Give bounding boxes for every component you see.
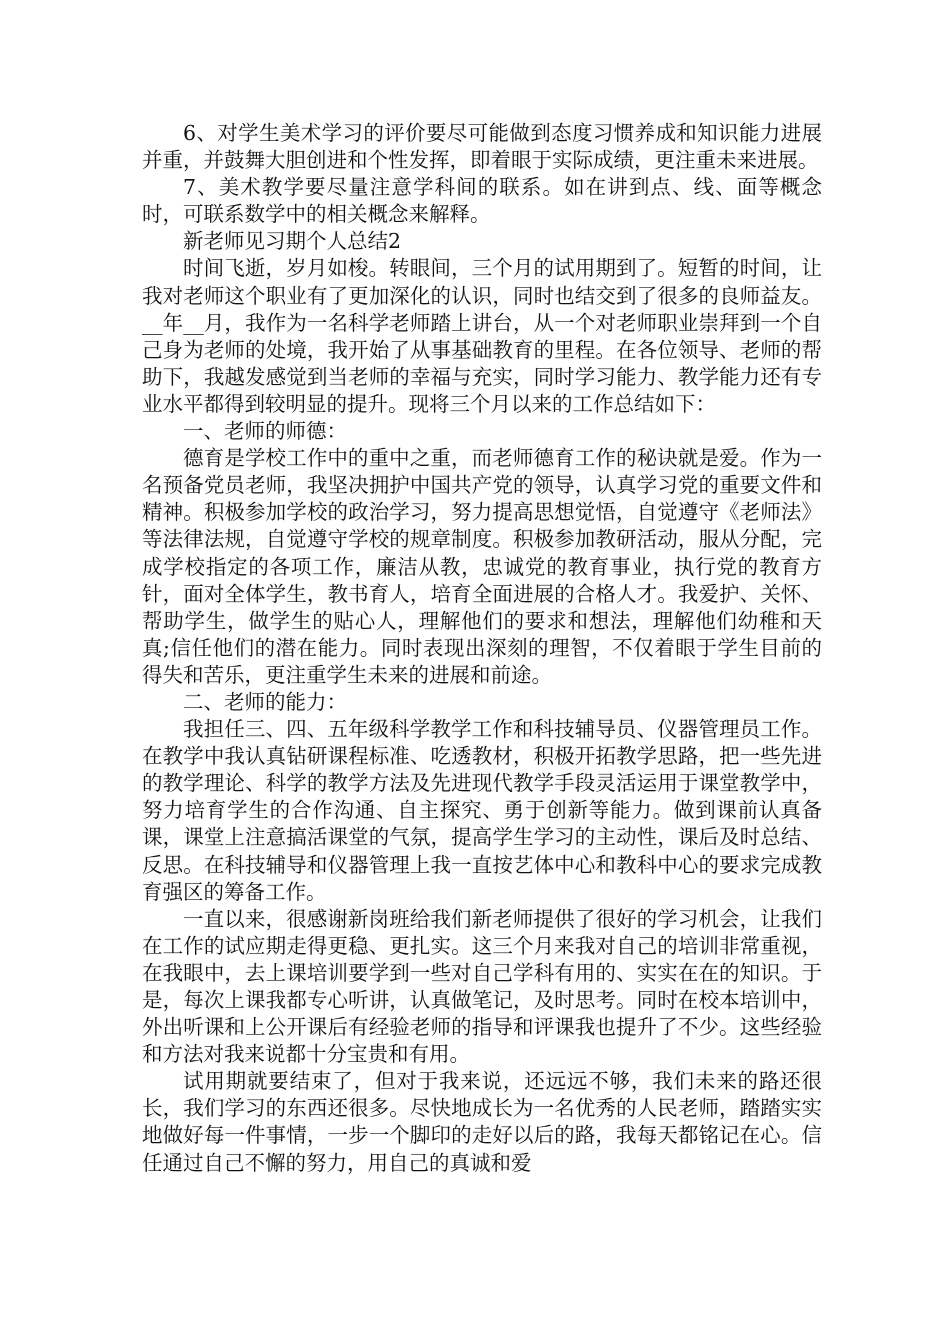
paragraph-art-evaluation: 6、对学生美术学习的评价要尽可能做到态度习惯养成和知识能力进展并重，并鼓舞大胆创进和个性发挥，即着眼于实际成绩，更注重未来进展。 xyxy=(142,121,822,173)
heading-teacher-ability: 二、老师的能力： xyxy=(183,689,347,714)
document-page xyxy=(142,120,822,1177)
section-title: 新老师见习期个人总结2 xyxy=(183,229,402,254)
paragraph-teaching-work: 我担任三、四、五年级科学教学工作和科技辅导员、仪器管理员工作。在教学中我认真钻研课程标准、吃透教材，积极开拓教学思路，把一些先进的教学理论、科学的教学方法及先进现代教学手段灵活运用于课堂教学中，努力培育学生的合作沟通、自主探究、勇于创新等能力。做到课前认真备课，课堂上注意搞活课堂的气氛，提高学生学习的主动性，课后及时总结、反思。在科技辅导和仪器管理上我一直按艺体中心和教科中心的要求完成教育强区的筹备工作。 xyxy=(142,717,822,904)
heading-teacher-ethics: 一、老师的师德： xyxy=(183,419,347,444)
paragraph-art-interdisciplinary: 7、美术教学要尽量注意学科间的联系。如在讲到点、线、面等概念时，可联系数学中的相关概念来解释。 xyxy=(142,175,822,227)
paragraph-training: 一直以来，很感谢新岗班给我们新老师提供了很好的学习机会，让我们在工作的试应期走得更稳、更扎实。这三个月来我对自己的培训非常重视，在我眼中，去上课培训要学到一些对自己学科有用的、实实在在的知识。于是，每次上课我都专心听讲，认真做笔记，及时思考。同时在校本培训中，外出听课和上公开课后有经验老师的指导和评课我也提升了不少。这些经验和方法对我来说都十分宝贵和有用。 xyxy=(142,906,822,1067)
paragraph-teacher-ethics: 德育是学校工作中的重中之重，而老师德育工作的秘诀就是爱。作为一名预备党员老师，我坚决拥护中国共产党的领导，认真学习党的重要文件和精神。积极参加学校的政治学习，努力提高思想觉悟，自觉遵守《老师法》等法律法规，自觉遵守学校的规章制度。积极参加教研活动，服从分配，完成学校指定的各项工作，廉洁从教，忠诚党的教育事业，执行党的教育方针，面对全体学生，教书育人，培育全面进展的合格人才。我爱护、关怀、帮助学生，做学生的贴心人，理解他们的要求和想法，理解他们幼稚和天真;信任他们的潜在能力。同时表现出深刻的理智，不仅着眼于学生目前的得失和苦乐，更注重学生未来的进展和前途。 xyxy=(142,446,822,687)
paragraph-intro: 时间飞逝，岁月如梭。转眼间，三个月的试用期到了。短暂的时间，让我对老师这个职业有了更加深化的认识，同时也结交到了很多的良师益友。__年__月，我作为一名科学老师踏上讲台，从一个对老师职业崇拜到一个自己身为老师的处境，我开始了从事基础教育的里程。在各位领导、老师的帮助下，我越发感觉到当老师的幸福与充实，同时学习能力、教学能力还有专业水平都得到较明显的提升。现将三个月以来的工作总结如下： xyxy=(142,256,822,416)
paragraph-conclusion: 试用期就要结束了，但对于我来说，还远远不够，我们未来的路还很长，我们学习的东西还很多。尽快地成长为一名优秀的人民老师，踏踏实实地做好每一件事情，一步一个脚印的走好以后的路，我每天都铭记在心。信任通过自己不懈的努力，用自己的真诚和爱 xyxy=(142,1069,822,1175)
